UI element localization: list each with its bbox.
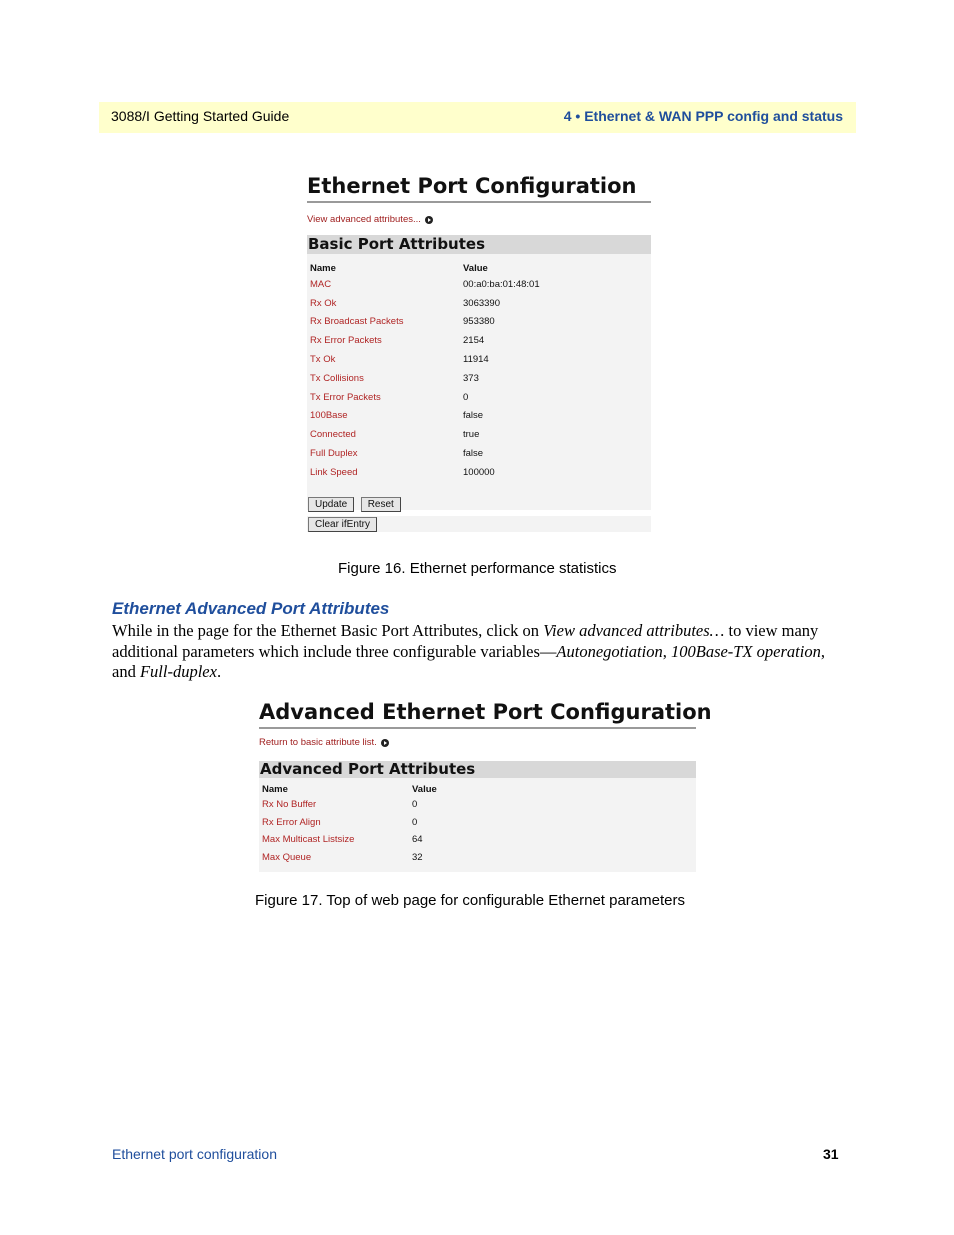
- attribute-value: 32: [412, 852, 423, 864]
- attribute-name[interactable]: Max Multicast Listsize: [262, 834, 355, 846]
- page-number: 31: [823, 1146, 839, 1162]
- attribute-value: 64: [412, 834, 423, 846]
- attribute-value: 953380: [463, 316, 495, 328]
- attribute-name[interactable]: Rx Error Align: [262, 816, 321, 828]
- attribute-value: 0: [412, 799, 418, 811]
- table-row: [307, 350, 651, 369]
- attributes-table: [259, 778, 696, 866]
- column-header-name: Name: [262, 784, 288, 795]
- column-header-value: Value: [412, 784, 437, 795]
- attribute-name[interactable]: Rx Broadcast Packets: [310, 316, 404, 328]
- chapter-title: 4 • Ethernet & WAN PPP config and status: [563, 108, 843, 124]
- attribute-value: 373: [463, 372, 479, 384]
- attribute-value: 11914: [463, 354, 489, 366]
- attribute-value: 100000: [463, 466, 495, 478]
- button-row: [308, 494, 401, 512]
- attribute-value: true: [463, 429, 480, 441]
- attribute-name[interactable]: Rx Error Packets: [310, 335, 382, 347]
- running-header: [99, 102, 856, 133]
- attribute-value: 0: [463, 391, 469, 403]
- page-title: Ethernet Port Configuration: [307, 174, 651, 203]
- figure-16-caption: Figure 16. Ethernet performance statistics: [338, 560, 617, 577]
- footer-section-title: Ethernet port configuration: [112, 1146, 277, 1162]
- attribute-name[interactable]: Max Queue: [262, 852, 312, 864]
- table-row: [259, 796, 696, 814]
- arrow-right-icon: [381, 739, 389, 747]
- attributes-panel: [259, 778, 696, 872]
- table-row: [259, 814, 696, 832]
- attribute-name[interactable]: Rx No Buffer: [262, 799, 317, 811]
- attribute-value: 00:a0:ba:01:48:01: [463, 278, 540, 290]
- attribute-name[interactable]: Link Speed: [310, 466, 358, 478]
- table-row: [307, 369, 651, 388]
- table-row: [307, 463, 651, 482]
- table-row: [259, 849, 696, 867]
- update-button[interactable]: Update: [308, 497, 354, 512]
- return-basic-link[interactable]: [259, 737, 696, 748]
- table-row: [307, 444, 651, 463]
- guide-title: 3088/I Getting Started Guide: [111, 108, 290, 124]
- figure-17-screenshot: [259, 700, 712, 872]
- page-title: Advanced Ethernet Port Configuration: [259, 700, 696, 729]
- attribute-value: 0: [412, 816, 418, 828]
- section-heading: Ethernet Advanced Port Attributes: [112, 599, 390, 618]
- table-row: [307, 388, 651, 407]
- view-advanced-link-label: View advanced attributes...: [307, 214, 421, 225]
- table-row: [307, 275, 651, 294]
- clear-panel: [307, 516, 651, 532]
- clear-ifentry-button[interactable]: Clear ifEntry: [308, 517, 377, 532]
- return-basic-link-label: Return to basic attribute list.: [259, 737, 377, 748]
- attribute-name[interactable]: Full Duplex: [310, 448, 358, 460]
- section-header: Basic Port Attributes: [307, 235, 651, 254]
- column-header-value: Value: [463, 263, 488, 274]
- attribute-name[interactable]: Tx Error Packets: [310, 391, 381, 403]
- attribute-value: false: [463, 410, 484, 422]
- section-header: Advanced Port Attributes: [259, 761, 696, 778]
- body-paragraph: While in the page for the Ethernet Basic Port Attributes, click on View advanced attributes… to view many additional parameters which include three configurable variables—Autonegotiation, 100Base-TX operation, and Full-duplex.: [112, 621, 825, 681]
- attribute-name[interactable]: Tx Collisions: [310, 372, 364, 384]
- arrow-right-icon: [425, 216, 433, 224]
- attributes-panel: [307, 254, 651, 510]
- view-advanced-link[interactable]: [307, 214, 651, 225]
- attribute-value: false: [463, 448, 484, 460]
- attribute-value: 3063390: [463, 297, 500, 309]
- attribute-name[interactable]: Rx Ok: [310, 297, 337, 309]
- attribute-name[interactable]: MAC: [310, 278, 332, 290]
- table-row: [307, 425, 651, 444]
- attributes-table: [307, 254, 651, 482]
- attribute-value: 2154: [463, 335, 485, 347]
- table-row: [259, 831, 696, 849]
- figure-17-caption: Figure 17. Top of web page for configurable Ethernet parameters: [255, 892, 685, 909]
- table-row: [307, 407, 651, 426]
- attribute-name[interactable]: Connected: [310, 429, 356, 441]
- figure-16-screenshot: [307, 174, 651, 532]
- attribute-name[interactable]: Tx Ok: [310, 354, 336, 366]
- table-row: [307, 331, 651, 350]
- column-header-name: Name: [310, 263, 336, 274]
- table-row: [307, 294, 651, 313]
- attribute-name[interactable]: 100Base: [310, 410, 348, 422]
- reset-button[interactable]: Reset: [361, 497, 401, 512]
- table-row: [307, 313, 651, 332]
